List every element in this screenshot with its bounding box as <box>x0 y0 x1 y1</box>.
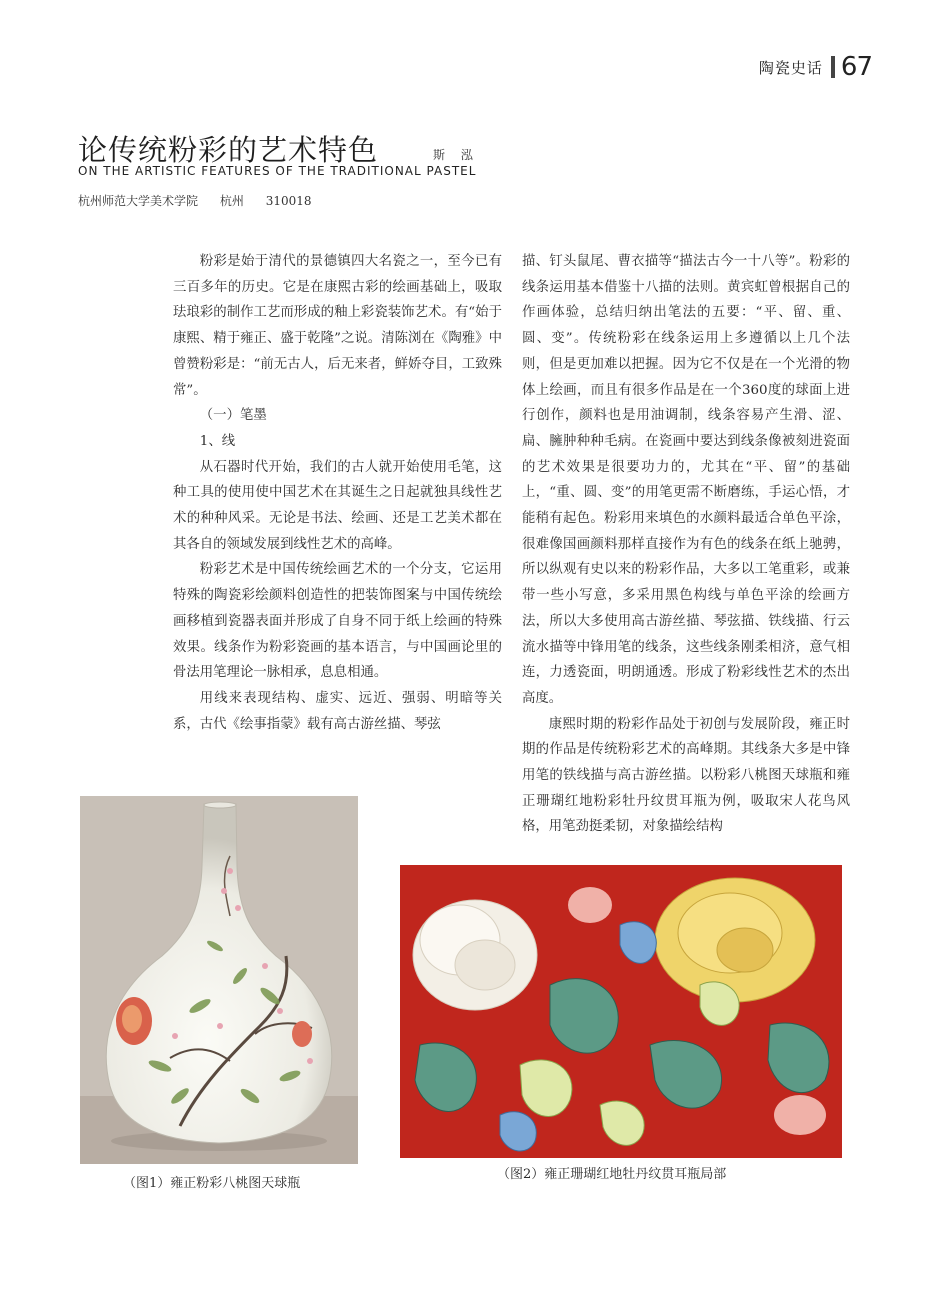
header-divider <box>831 56 835 78</box>
figure-1-caption: （图1）雍正粉彩八桃图天球瓶 <box>123 1176 301 1191</box>
right-column <box>522 249 850 840</box>
postcode: 310018 <box>265 194 312 208</box>
section-name: 陶瓷史话 <box>758 58 823 77</box>
paragraph: 康熙时期的粉彩作品处于初创与发展阶段，雍正时期的作品是传统粉彩艺术的高峰期。其线条大多是中锋用笔的铁线描与高古游丝描。以粉彩八桃图天球瓶和雍正珊瑚红地粉彩牡丹纹贯耳瓶为例，吸取宋人花鸟风格，用笔劲挺柔韧，对象描绘结构 <box>522 716 850 835</box>
subsection-heading: 1、线 <box>199 433 236 449</box>
english-title: ON THE ARTISTIC FEATURES OF THE TRADITIONAL PASTEL <box>78 164 477 178</box>
paragraph: 粉彩是始于清代的景德镇四大名瓷之一，至今已有三百多年的历史。它是在康熙古彩的绘画基础上，吸取珐琅彩的制作工艺而形成的釉上彩瓷装饰艺术。有“始于康熙、精于雍正、盛于乾隆”之说。清陈浏在《陶雅》中曾赞粉彩是：“前无古人，后无来者，鲜娇夺目，工致殊常”。 <box>173 254 502 398</box>
paragraph: 用线来表现结构、虚实、远近、强弱、明暗等关系，古代《绘事指蒙》载有高古游丝描、琴弦 <box>173 690 502 732</box>
vase-illustration <box>80 796 358 1164</box>
section-heading: （一）笔墨 <box>199 408 267 424</box>
page-number: 67 <box>840 52 872 82</box>
affiliation <box>78 192 330 209</box>
author-name: 斯 泓 <box>433 148 479 162</box>
running-header <box>759 52 872 82</box>
city: 杭州 <box>219 194 244 208</box>
figure-2-peony-image <box>400 865 842 1158</box>
paragraph: 描、钉头鼠尾、曹衣描等“描法古今一十八等”。粉彩的线条运用基本借鉴十八描的法则。黄宾虹曾根据自己的作画体验，总结归纳出笔法的五要：“平、留、重、圆、变”。传统粉彩在线条运用上多遵循以上几个法则，但是更加难以把握。因为它不仅是在一个光滑的物体上绘画，而且有很多作品是在一个360度的球面上进行创作，颜料也是用油调制，线条容易产生滑、涩、扁、臃肿种种毛病。在瓷画中要达到线条像被刻进瓷面的艺术效果是很要功力的，尤其在“平、留”的基础上，“重、圆、变”的用笔更需不断磨练，手运心悟，才能稍有起色。粉彩用来填色的水颜料最适合单色平涂，很难像国画颜料那样直接作为有色的线条在纸上驰骋，所以纵观有史以来的粉彩作品，大多以工笔重彩，或兼带一些小写意，多采用黑色构线与单色平涂的绘画方法，所以大多使用高古游丝描、琴弦描、铁线描、行云流水描等中锋用笔的线条，这些线条刚柔相济，意气相连，力透瓷面，明朗通透。形成了粉彩线性艺术的杰出高度。 <box>522 254 850 706</box>
figure-2-caption: （图2）雍正珊瑚红地牡丹纹贯耳瓶局部 <box>497 1167 727 1182</box>
peony-illustration <box>400 865 842 1158</box>
left-column <box>173 249 502 737</box>
institution: 杭州师范大学美术学院 <box>78 194 199 208</box>
article-title: 论传统粉彩的艺术特色 <box>78 133 379 167</box>
figure-1-vase-image <box>80 796 358 1164</box>
paragraph: 从石器时代开始，我们的古人就开始使用毛笔，这种工具的使用使中国艺术在其诞生之日起就独具线性艺术的种种风采。无论是书法、绘画、还是工艺美术都在其各自的领域发展到线性艺术的高峰。 <box>173 459 502 552</box>
paragraph: 粉彩艺术是中国传统绘画艺术的一个分支，它运用特殊的陶瓷彩绘颜料创造性的把装饰图案与中国传统绘画移植到瓷器表面并形成了自身不同于纸上绘画的特殊效果。线条作为粉彩瓷画的基本语言，与中国画论里的骨法用笔理论一脉相承，息息相通。 <box>173 562 502 681</box>
